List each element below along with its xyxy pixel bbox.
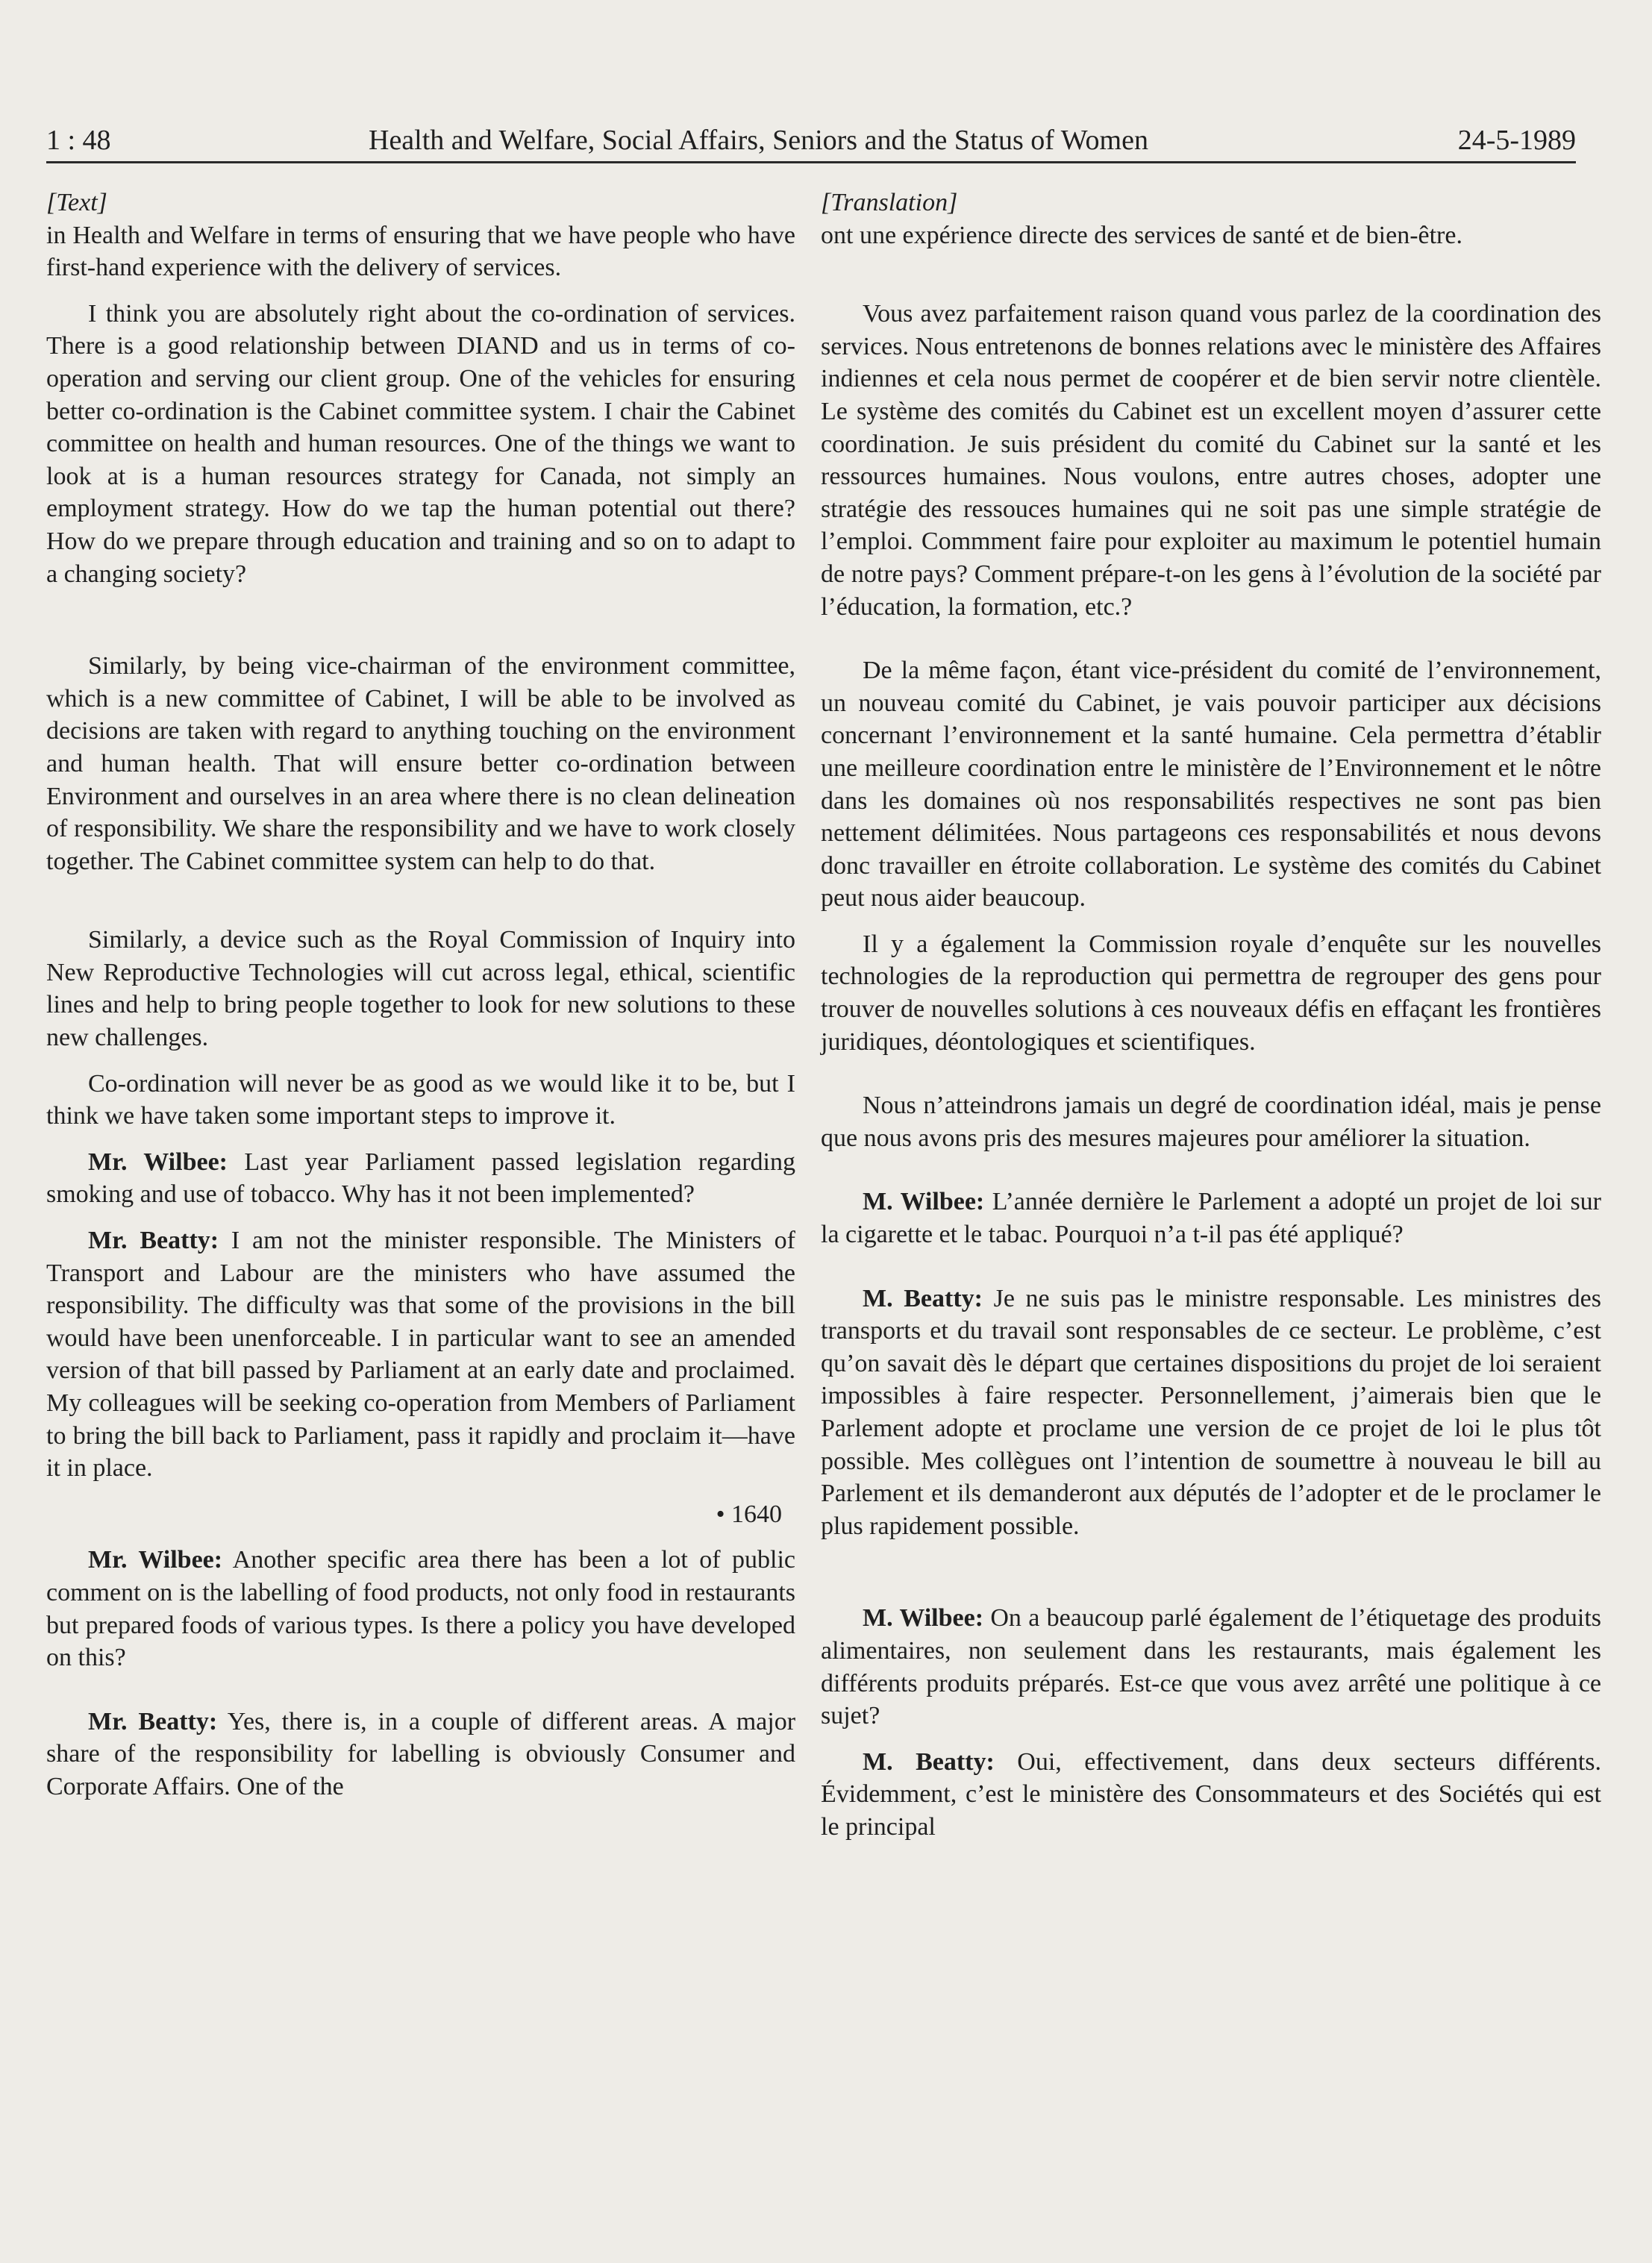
speech-paragraph xyxy=(46,1224,795,1485)
english-column xyxy=(46,187,795,1803)
speech-text: L’année dernière le Parlement a adopté un projet de loi sur la cigarette et le tabac. Pourquoi n’a t-il pas été appliqué? xyxy=(821,1188,1601,1249)
paragraph: Similarly, a device such as the Royal Commission of Inquiry into New Reproductive Technologies will cut across legal, ethical, scientific lines and help to bring people together to look for new solutions to these new challenges. xyxy=(46,926,795,1052)
speech-paragraph xyxy=(821,1283,1601,1543)
paragraph: Similarly, by being vice-chairman of the environment committee, which is a new committee of Cabinet, I will be able to be involved as decisions are taken with regard to anything touching on the environment and human health. That will ensure better co-ordination between Environment and ourselves in an area where there is no clean delineation of responsibility. We share the responsibility and we have to work closely together. The Cabinet committee system can help to do that. xyxy=(46,652,795,875)
speaker-name: Mr. Beatty: xyxy=(88,1707,218,1735)
sitting-date: 24-5-1989 xyxy=(1457,125,1576,156)
speech-paragraph xyxy=(46,1544,795,1674)
paragraph: Co-ordination will never be as good as we would like it to be, but I think we have taken some important steps to improve it. xyxy=(46,1069,795,1130)
speech-paragraph xyxy=(821,1186,1601,1251)
speaker-name: M. Beatty: xyxy=(863,1284,983,1312)
speaker-name: M. Beatty: xyxy=(863,1747,995,1776)
speech-paragraph xyxy=(46,1146,795,1211)
speech-text: On a beaucoup parlé également de l’étiquetage des produits alimentaires, non seulement dans les restaurants, mais également les différents produits préparés. Est-ce que vous avez arrêté une politique à ce sujet? xyxy=(821,1604,1601,1730)
translation-tag: [Translation] xyxy=(821,189,958,216)
speaker-name: M. Wilbee: xyxy=(863,1604,984,1633)
speech-text: Last year Parliament passed legislation regarding smoking and use of tobacco. Why has it not been implemented? xyxy=(46,1148,795,1209)
speech-paragraph xyxy=(46,1706,795,1803)
speaker-name: M. Wilbee: xyxy=(863,1188,985,1216)
french-column xyxy=(821,187,1601,1844)
page-header xyxy=(46,119,1576,161)
speech-paragraph xyxy=(821,1602,1601,1732)
header-rule xyxy=(46,161,1576,163)
paragraph: I think you are absolutely right about the co-ordination of services. There is a good relationship between DIAND and us in terms of co-operation and serving our client group. One of the vehicles for ensuring better co-ordination is the Cabinet committee system. I chair the Cabinet committee on health and human resources. One of the things we want to look at is a human resources strategy for Canada, not simply an employment strategy. How do we tap the human potential out there? How do we prepare through education and training and so on to adapt to a changing society? xyxy=(46,299,795,588)
paragraph: in Health and Welfare in terms of ensuring that we have people who have first-hand experience with the delivery of services. xyxy=(46,221,795,282)
paragraph: Nous n’atteindrons jamais un degré de coordination idéal, mais je pense que nous avons pris des mesures majeures pour améliorer la situation. xyxy=(821,1092,1601,1152)
speaker-name: Mr. Beatty: xyxy=(88,1227,219,1255)
paragraph: Il y a également la Commission royale d’enquête sur les nouvelles technologies de la reproduction qui permettra de regrouper des gens pour trouver de nouvelles solutions à ces nouveaux défis en effaçant les frontières juridiques, déontologiques et scientifiques. xyxy=(821,930,1601,1056)
speech-text: Another specific area there has been a lot of public comment on is the labelling of food products, not only food in restaurants but prepared foods of various types. Is there a policy you have developed on this? xyxy=(46,1546,796,1672)
speech-paragraph xyxy=(821,1746,1601,1844)
speech-text: Yes, there is, in a couple of different areas. A major share of the responsibility for labelling is obviously Consumer and Corporate Affairs. One of the xyxy=(46,1707,796,1800)
speaker-name: Mr. Wilbee: xyxy=(88,1546,223,1574)
text-tag: [Text] xyxy=(46,189,107,216)
committee-title: Health and Welfare, Social Affairs, Seniors and the Status of Women xyxy=(369,125,1148,156)
time-marker: • 1640 xyxy=(716,1500,782,1528)
paragraph: Vous avez parfaitement raison quand vous parlez de la coordination des services. Nous entretenons de bonnes relations avec le ministère des Affaires indiennes et cela nous permet de coopérer et de bien servir notre clientèle. Le système des comités du Cabinet est un excellent moyen d’assurer cette coordination. Je suis président du comité du Cabinet sur la santé et les ressources humaines. Nous voulons, entre autres choses, adopter une stratégie des ressouces humaines qui ne soit pas une simple stratégie de l’emploi. Commment faire pour exploiter au maximum le potentiel humain de notre pays? Comment prépare-t-on les gens à l’évolution de la société par l’éducation, la formation, etc.? xyxy=(821,300,1601,621)
speech-text: Oui, effectivement, dans deux secteurs différents. Évidemment, c’est le ministère des Consommateurs et des Sociétés qui est le principal xyxy=(821,1747,1601,1841)
page-number: 1 : 48 xyxy=(46,125,111,156)
speech-text: Je ne suis pas le ministre responsable. Les ministres des transports et du travail sont responsables de ce secteur. Le problème, c’est qu’on savait dès le départ que certaines dispositions du projet de loi seraient impossibles à faire respecter. Personnellement, j’aimerais bien que le Parlement adopte et proclame une version de ce projet de loi le plus tôt possible. Mes collègues ont l’intention de soumettre à nouveau le bill au Parlement et ils demanderont aux députés de l’adopter et de le proclamer le plus rapidement possible. xyxy=(821,1284,1601,1540)
speaker-name: Mr. Wilbee: xyxy=(88,1148,228,1176)
paragraph: De la même façon, étant vice-président du comité de l’environnement, un nouveau comité du Cabinet, je vais pouvoir participer aux décisions concernant l’environnement et la santé humaine. Cela permettra d’établir une meilleure coordination entre le ministère de l’Environnement et le nôtre dans les domaines où nos responsabilités respectives ne sont pas bien nettement délimitées. Nous partageons ces responsabilités et nous devons donc travailler en étroite collaboration. Le système des comités du Cabinet peut nous aider beaucoup. xyxy=(821,657,1601,913)
paragraph: ont une expérience directe des services de santé et de bien-être. xyxy=(821,221,1462,249)
speech-text: I am not the minister responsible. The Ministers of Transport and Labour are the ministers who have assumed the responsibility. The difficulty was that some of the provisions in the bill would have been unenforceable. I in particular want to see an amended version of that bill passed by Parliament at an early date and proclaimed. My colleagues will be seeking co-operation from Members of Parliament to bring the bill back to Parliament, pass it rapidly and proclaim it—have it in place. xyxy=(46,1227,795,1483)
